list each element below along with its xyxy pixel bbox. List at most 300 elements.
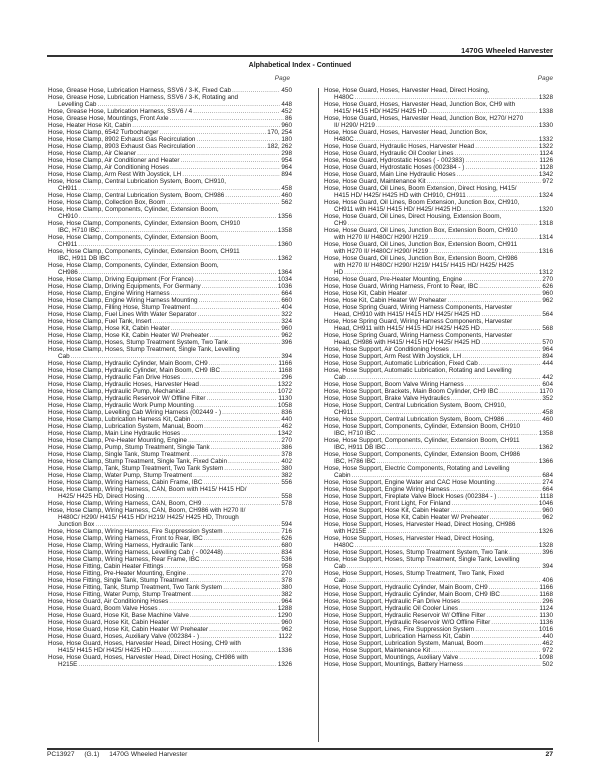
index-entry[interactable] (324, 521, 553, 535)
entry-page-ref[interactable]: 394 (281, 353, 292, 360)
entry-page-ref[interactable]: 1124 (539, 150, 553, 157)
entry-text: Hose, Hose Clamp, 8902 Exhaust Gas Recirculation (48, 136, 196, 143)
dot-leader (199, 297, 281, 304)
entry-page-ref[interactable]: 1366 (538, 458, 553, 465)
entry-page-ref[interactable]: 558 (281, 493, 292, 500)
index-entry[interactable] (324, 388, 553, 395)
index-entry[interactable] (48, 94, 292, 108)
entry-page-ref[interactable]: 556 (281, 479, 292, 486)
entry-page-ref[interactable]: 1126 (539, 157, 553, 164)
entry-page-ref[interactable]: 960 (542, 507, 553, 514)
index-entry[interactable] (48, 262, 292, 276)
index-entry[interactable] (324, 290, 553, 297)
entry-page-ref[interactable]: 406 (542, 577, 553, 584)
index-entry[interactable] (48, 206, 292, 220)
entry-page-ref[interactable]: 1314 (538, 234, 553, 241)
index-entry[interactable] (48, 304, 292, 311)
index-entry[interactable] (48, 311, 292, 318)
entry-page-ref[interactable]: 444 (542, 360, 553, 367)
entry-page-ref[interactable]: 964 (542, 346, 553, 353)
dot-leader (501, 591, 538, 598)
entry-page-ref[interactable]: 1170 (539, 388, 553, 395)
entry-page-ref[interactable]: 382 (281, 472, 292, 479)
index-entry[interactable] (324, 332, 553, 346)
index-entry[interactable] (324, 150, 553, 157)
index-entry[interactable] (324, 297, 553, 304)
index-entry[interactable] (324, 381, 553, 388)
index-entry[interactable] (48, 157, 292, 164)
index-entry[interactable] (324, 346, 553, 353)
entry-page-ref[interactable]: 396 (281, 339, 292, 346)
entry-page-ref[interactable]: 894 (542, 353, 553, 360)
index-entry[interactable] (48, 409, 292, 416)
index-entry[interactable] (324, 451, 553, 465)
index-entry[interactable] (48, 332, 292, 339)
index-entry[interactable] (324, 500, 553, 507)
index-entry[interactable] (48, 605, 292, 612)
index-entry[interactable] (48, 325, 292, 332)
entry-page-ref[interactable]: 1098 (538, 654, 553, 661)
index-entry[interactable] (324, 353, 553, 360)
index-entry[interactable] (48, 129, 292, 136)
index-entry[interactable] (324, 185, 553, 199)
entry-page-ref[interactable]: 1118 (539, 493, 553, 500)
entry-page-ref[interactable]: 958 (281, 563, 292, 570)
entry-text: IBC, H911 DB IBC (58, 255, 110, 262)
entry-text: Hose, Hose Clamp, Hydraulic Hoses, Harvester Head (48, 381, 199, 388)
entry-page-ref[interactable]: 1328 (538, 94, 553, 101)
index-entry[interactable] (48, 339, 292, 346)
footer-rule (47, 748, 553, 750)
index-entry[interactable] (324, 507, 553, 514)
entry-page-ref[interactable]: 960 (542, 290, 553, 297)
entry-page-ref[interactable]: 86 (284, 115, 292, 122)
index-entry[interactable] (324, 598, 553, 605)
entry-page-ref[interactable]: 440 (281, 416, 292, 423)
entry-page-ref[interactable]: 578 (281, 500, 292, 507)
index-entry[interactable] (48, 192, 292, 199)
index-entry[interactable] (324, 654, 553, 661)
entry-text: Hose, Hose Clamp, Hydraulic Cylinder, Main Boom, CH9 (48, 360, 208, 367)
entry-page-ref[interactable]: 562 (281, 199, 292, 206)
index-entry[interactable] (324, 570, 553, 584)
entry-page-ref[interactable]: 1320 (538, 206, 553, 213)
entry-page-ref[interactable]: 380 (281, 584, 292, 591)
index-entry[interactable] (48, 640, 292, 654)
index-entry[interactable] (48, 577, 292, 584)
entry-page-ref[interactable]: 1322 (538, 143, 553, 150)
entry-page-ref[interactable]: 536 (281, 556, 292, 563)
index-entry[interactable] (48, 626, 292, 633)
dot-leader (203, 479, 280, 486)
entry-page-ref[interactable]: 180 (281, 136, 292, 143)
index-entry[interactable] (48, 570, 292, 577)
entry-page-ref[interactable]: 1360 (277, 241, 292, 248)
index-entry[interactable] (48, 591, 292, 598)
dot-leader (429, 248, 538, 255)
entry-page-ref[interactable]: 182, 262 (267, 143, 292, 150)
dot-leader (348, 220, 538, 227)
index-entry[interactable] (324, 164, 553, 171)
index-entry[interactable] (48, 549, 292, 556)
index-entry[interactable] (324, 423, 553, 437)
entry-page-ref[interactable]: 1072 (277, 388, 292, 395)
index-entry[interactable] (48, 283, 292, 290)
entry-page-ref[interactable]: 1058 (277, 402, 292, 409)
entry-page-ref[interactable]: 1288 (277, 605, 292, 612)
index-entry[interactable] (324, 304, 553, 318)
entry-page-ref[interactable]: 324 (281, 318, 292, 325)
index-entry[interactable] (324, 619, 553, 626)
index-entry[interactable] (48, 290, 292, 297)
index-entry[interactable] (48, 619, 292, 626)
index-entry[interactable] (324, 395, 553, 402)
entry-text: Hose, Hose Spring Guard, Wiring Harness Components, Harvester (324, 332, 513, 339)
entry-page-ref[interactable]: 502 (542, 661, 553, 668)
entry-page-ref[interactable]: 568 (542, 325, 553, 332)
entry-page-ref[interactable]: 1362 (277, 255, 292, 262)
entry-page-ref[interactable]: 684 (542, 472, 553, 479)
entry-page-ref[interactable]: 564 (542, 311, 553, 318)
entry-page-ref[interactable]: 380 (281, 465, 292, 472)
index-entry[interactable] (324, 171, 553, 178)
dot-leader (181, 374, 280, 381)
index-entry[interactable] (324, 318, 553, 332)
entry-page-ref[interactable]: 660 (281, 297, 292, 304)
index-entry[interactable] (48, 437, 292, 444)
entry-page-ref[interactable]: 964 (281, 598, 292, 605)
index-entry[interactable] (48, 381, 292, 388)
entry-text: Hose, Hose Support, Hydraulic Cylinder, Main Boom, CH9 (324, 584, 488, 591)
entry-page-ref[interactable]: 1166 (539, 584, 553, 591)
index-entry[interactable] (324, 535, 553, 549)
entry-text: Hose, Hose Support, Brackets, Main Boom Cylinder, CH9 IBC (324, 388, 499, 395)
index-entry[interactable] (48, 220, 292, 234)
index-entry[interactable] (324, 213, 553, 227)
entry-text: Hose, Hose Guard, Oil Lines, Boom Extension, Junction Box, CH910, (324, 199, 520, 206)
entry-page-ref[interactable]: 960 (281, 325, 292, 332)
entry-page-ref[interactable]: 594 (281, 521, 292, 528)
index-entry[interactable] (48, 108, 292, 115)
index-entry[interactable] (324, 549, 553, 556)
index-entry[interactable] (324, 465, 553, 479)
index-entry[interactable] (324, 402, 553, 416)
entry-page-ref[interactable]: 1016 (538, 626, 553, 633)
entry-page-ref[interactable]: 170, 254 (267, 129, 292, 136)
entry-page-ref[interactable]: 298 (281, 150, 292, 157)
entry-page-ref[interactable]: 394 (542, 563, 553, 570)
entry-page-ref[interactable]: 1330 (538, 122, 553, 129)
entry-page-ref[interactable]: 954 (281, 157, 292, 164)
entry-page-ref[interactable]: 664 (281, 290, 292, 297)
index-entry[interactable] (48, 164, 292, 171)
entry-text: CH9 (334, 220, 347, 227)
entry-page-ref[interactable]: 1338 (538, 108, 553, 115)
entry-text: Hose, Hose Guard, Hose Kit, Base Machine Valve (48, 612, 189, 619)
index-entry[interactable] (48, 472, 292, 479)
entry-page-ref[interactable]: 1358 (277, 227, 292, 234)
entry-page-ref[interactable]: 972 (542, 178, 553, 185)
index-entry[interactable] (48, 486, 292, 500)
index-entry[interactable] (48, 556, 292, 563)
dot-leader (200, 633, 277, 640)
index-entry[interactable] (48, 136, 292, 143)
index-entry[interactable] (48, 199, 292, 206)
entry-page-ref[interactable]: 962 (281, 332, 292, 339)
dot-leader (181, 430, 277, 437)
entry-page-ref[interactable]: 1326 (538, 528, 553, 535)
entry-page-ref[interactable]: 1046 (538, 500, 553, 507)
running-head: 1470G Wheeled Harvester (461, 46, 553, 55)
entry-page-ref[interactable]: 834 (281, 549, 292, 556)
index-column-right (324, 87, 553, 668)
entry-page-ref[interactable]: 460 (542, 416, 553, 423)
index-entry[interactable] (324, 87, 553, 101)
index-entry[interactable] (48, 115, 292, 122)
entry-page-ref[interactable]: 382 (281, 591, 292, 598)
dot-leader (347, 577, 542, 584)
entry-page-ref[interactable]: 1318 (538, 220, 553, 227)
index-entry[interactable] (48, 507, 292, 528)
index-entry[interactable] (324, 437, 553, 451)
entry-page-ref[interactable]: 450 (281, 87, 292, 94)
entry-page-ref[interactable]: 716 (281, 528, 292, 535)
entry-text: Hose, Hose Support, Central Lubrication System, Boom, CH910, (324, 402, 506, 409)
entry-page-ref[interactable]: 962 (542, 514, 553, 521)
entry-text: Hose, Hose Clamp, Air Conditioning Hoses (48, 164, 169, 171)
entry-page-ref[interactable]: 1136 (539, 619, 553, 626)
index-entry[interactable] (324, 605, 553, 612)
dot-leader (465, 381, 542, 388)
entry-page-ref[interactable]: 274 (542, 479, 553, 486)
entry-page-ref[interactable]: 960 (281, 619, 292, 626)
entry-page-ref[interactable]: 386 (281, 444, 292, 451)
entry-text: Hose, Hose Clamp, Levelling Cab Wiring Harness (002449 - ) (48, 409, 222, 416)
index-entry[interactable] (48, 276, 292, 283)
entry-page-ref[interactable]: 322 (281, 311, 292, 318)
index-entry[interactable] (324, 486, 553, 493)
index-entry[interactable] (48, 388, 292, 395)
index-entry[interactable] (48, 402, 292, 409)
entry-page-ref[interactable]: 962 (542, 297, 553, 304)
entry-page-ref[interactable]: 1124 (539, 605, 553, 612)
index-entry[interactable] (324, 241, 553, 255)
entry-page-ref[interactable]: 1322 (277, 381, 292, 388)
entry-page-ref[interactable]: 680 (281, 542, 292, 549)
index-entry[interactable] (324, 479, 553, 486)
index-column-left (48, 87, 292, 668)
index-entry[interactable] (48, 416, 292, 423)
entry-page-ref[interactable]: 462 (281, 423, 292, 430)
index-entry[interactable] (48, 535, 292, 542)
entry-page-ref[interactable]: 458 (542, 409, 553, 416)
entry-text: Hose, Hose Clamp, Hydraulic Cylinder, Main Boom, CH9 IBC (48, 367, 221, 374)
entry-page-ref[interactable]: 404 (281, 304, 292, 311)
entry-page-ref[interactable]: 296 (281, 374, 292, 381)
entry-text: Hose, Grease Hose, Lubrication Harness, SSV6 / 3-K, Fixed Cab (48, 87, 231, 94)
index-entry[interactable] (324, 255, 553, 276)
entry-page-ref[interactable]: 1166 (278, 360, 292, 367)
entry-page-ref[interactable]: 1168 (278, 367, 292, 374)
index-entry[interactable] (48, 423, 292, 430)
entry-page-ref[interactable]: 1342 (277, 430, 292, 437)
entry-page-ref[interactable]: 402 (281, 458, 292, 465)
entry-text: Hose, Hose Guard, Oil Lines, Junction Box, Extension Boom, CH986 (324, 255, 518, 262)
entry-text: H215E (58, 661, 78, 668)
entry-page-ref[interactable]: 604 (542, 381, 553, 388)
entry-text: Hose, Hose Clamp, Wiring Harness, Front to Rear, IBC (48, 535, 203, 542)
index-entry[interactable] (48, 248, 292, 262)
entry-text: Hose, Hose Guard, Oil Lines, Direct Housing, Extension Boom, (324, 213, 502, 220)
index-entry[interactable] (324, 626, 553, 633)
entry-page-ref[interactable]: 270 (281, 437, 292, 444)
entry-text: H480C (334, 94, 354, 101)
index-entry[interactable] (48, 367, 292, 374)
index-entry[interactable] (324, 178, 553, 185)
index-entry[interactable] (48, 563, 292, 570)
index-entry[interactable] (48, 479, 292, 486)
index-entry[interactable] (48, 143, 292, 150)
index-entry[interactable] (48, 430, 292, 437)
entry-page-ref[interactable]: 1290 (277, 612, 292, 619)
entry-page-ref[interactable]: 1326 (277, 661, 292, 668)
index-entry[interactable] (324, 276, 553, 283)
entry-page-ref[interactable]: 396 (542, 549, 553, 556)
entry-text: Hose, Hose Guard, Hoses, Harvester Head, Direct Hosing, (324, 87, 490, 94)
entry-page-ref[interactable]: 836 (281, 409, 292, 416)
index-entry[interactable] (324, 661, 553, 668)
entry-page-ref[interactable]: 1168 (539, 591, 553, 598)
index-entry[interactable] (324, 199, 553, 213)
index-entry[interactable] (48, 612, 292, 619)
entry-page-ref[interactable]: 270 (542, 276, 553, 283)
index-entry[interactable] (48, 528, 292, 535)
entry-text: IBC, H911 DB IBC (334, 444, 386, 451)
entry-text: Hose, Hose Support, Brake Valve Hydraulics (324, 395, 450, 402)
index-entry[interactable] (324, 556, 553, 570)
entry-page-ref[interactable]: 626 (542, 283, 553, 290)
entry-page-ref[interactable]: 1358 (538, 430, 553, 437)
index-entry[interactable] (48, 458, 292, 465)
entry-page-ref[interactable]: 378 (281, 451, 292, 458)
entry-page-ref[interactable]: 448 (281, 101, 292, 108)
index-entry[interactable] (324, 367, 553, 381)
index-entry[interactable] (324, 640, 553, 647)
index-entry[interactable] (324, 591, 553, 598)
index-entry[interactable] (324, 143, 553, 150)
index-entry[interactable] (48, 633, 292, 640)
entry-page-ref[interactable]: 460 (281, 192, 292, 199)
entry-page-ref[interactable]: 1364 (277, 269, 292, 276)
index-entry[interactable] (48, 465, 292, 472)
index-entry[interactable] (48, 87, 292, 94)
entry-page-ref[interactable]: 452 (281, 108, 292, 115)
entry-page-ref[interactable]: 1036 (277, 283, 292, 290)
entry-page-ref[interactable]: 1332 (538, 136, 553, 143)
entry-text: CH910 (58, 213, 78, 220)
index-entry[interactable] (324, 157, 553, 164)
index-entry[interactable] (48, 360, 292, 367)
entry-page-ref[interactable]: 1034 (277, 276, 292, 283)
entry-page-ref[interactable]: 296 (542, 598, 553, 605)
entry-page-ref[interactable]: 570 (542, 339, 553, 346)
entry-page-ref[interactable]: 962 (281, 626, 292, 633)
index-entry[interactable] (48, 654, 292, 668)
index-entry[interactable] (48, 171, 292, 178)
index-entry[interactable] (324, 129, 553, 143)
entry-page-ref[interactable]: 1336 (277, 647, 292, 654)
entry-page-ref[interactable]: 972 (542, 647, 553, 654)
entry-page-ref[interactable]: 462 (542, 640, 553, 647)
entry-page-ref[interactable]: 960 (281, 122, 292, 129)
index-entry[interactable] (324, 612, 553, 619)
index-entry[interactable] (324, 115, 553, 129)
entry-page-ref[interactable]: 442 (542, 374, 553, 381)
entry-page-ref[interactable]: 626 (281, 535, 292, 542)
entry-page-ref[interactable]: 1122 (278, 633, 292, 640)
index-entry[interactable] (48, 318, 292, 325)
index-entry[interactable] (48, 346, 292, 360)
index-entry[interactable] (324, 360, 553, 367)
entry-text: IBC, H710 IBC (334, 430, 376, 437)
entry-page-ref[interactable]: 270 (281, 570, 292, 577)
index-entry[interactable] (324, 647, 553, 654)
index-entry[interactable] (324, 633, 553, 640)
index-entry[interactable] (48, 297, 292, 304)
entry-text: Hose, Hose Support, Hoses, Harvester Head, Direct Hosing, CH986 (324, 521, 516, 528)
entry-text: Hose, Hose Support, Hoses, Harvester Head, Direct Hosing, (324, 535, 494, 542)
index-entry[interactable] (48, 500, 292, 507)
entry-page-ref[interactable]: 1128 (539, 164, 553, 171)
index-entry[interactable] (324, 101, 553, 115)
entry-page-ref[interactable]: 964 (281, 164, 292, 171)
index-entry[interactable] (48, 150, 292, 157)
entry-page-ref[interactable]: 1362 (538, 444, 553, 451)
entry-text: CH911 (58, 185, 78, 192)
index-entry[interactable] (48, 584, 292, 591)
entry-page-ref[interactable]: 458 (281, 185, 292, 192)
entry-page-ref[interactable]: 1356 (277, 213, 292, 220)
index-entry[interactable] (48, 395, 292, 402)
index-entry[interactable] (324, 416, 553, 423)
index-entry[interactable] (48, 374, 292, 381)
index-entry[interactable] (48, 451, 292, 458)
entry-page-ref[interactable]: 1130 (539, 612, 553, 619)
entry-page-ref[interactable]: 664 (542, 486, 553, 493)
index-entry[interactable] (324, 514, 553, 521)
index-entry[interactable] (324, 493, 553, 500)
entry-page-ref[interactable]: 894 (281, 171, 292, 178)
entry-page-ref[interactable]: 1316 (538, 248, 553, 255)
entry-page-ref[interactable]: 352 (542, 395, 553, 402)
index-entry[interactable] (48, 542, 292, 549)
index-entry[interactable] (48, 234, 292, 248)
entry-page-ref[interactable]: 1328 (538, 542, 553, 549)
index-entry[interactable] (324, 227, 553, 241)
entry-page-ref[interactable]: 1130 (278, 395, 292, 402)
entry-page-ref[interactable]: 1342 (538, 171, 553, 178)
entry-page-ref[interactable]: 1312 (538, 269, 553, 276)
entry-page-ref[interactable]: 1324 (538, 192, 553, 199)
index-entry[interactable] (324, 584, 553, 591)
index-entry[interactable] (324, 283, 553, 290)
index-entry[interactable] (48, 444, 292, 451)
entry-page-ref[interactable]: 378 (281, 577, 292, 584)
index-entry[interactable] (48, 598, 292, 605)
index-entry[interactable] (48, 122, 292, 129)
entry-page-ref[interactable]: 440 (542, 633, 553, 640)
index-entry[interactable] (48, 178, 292, 192)
